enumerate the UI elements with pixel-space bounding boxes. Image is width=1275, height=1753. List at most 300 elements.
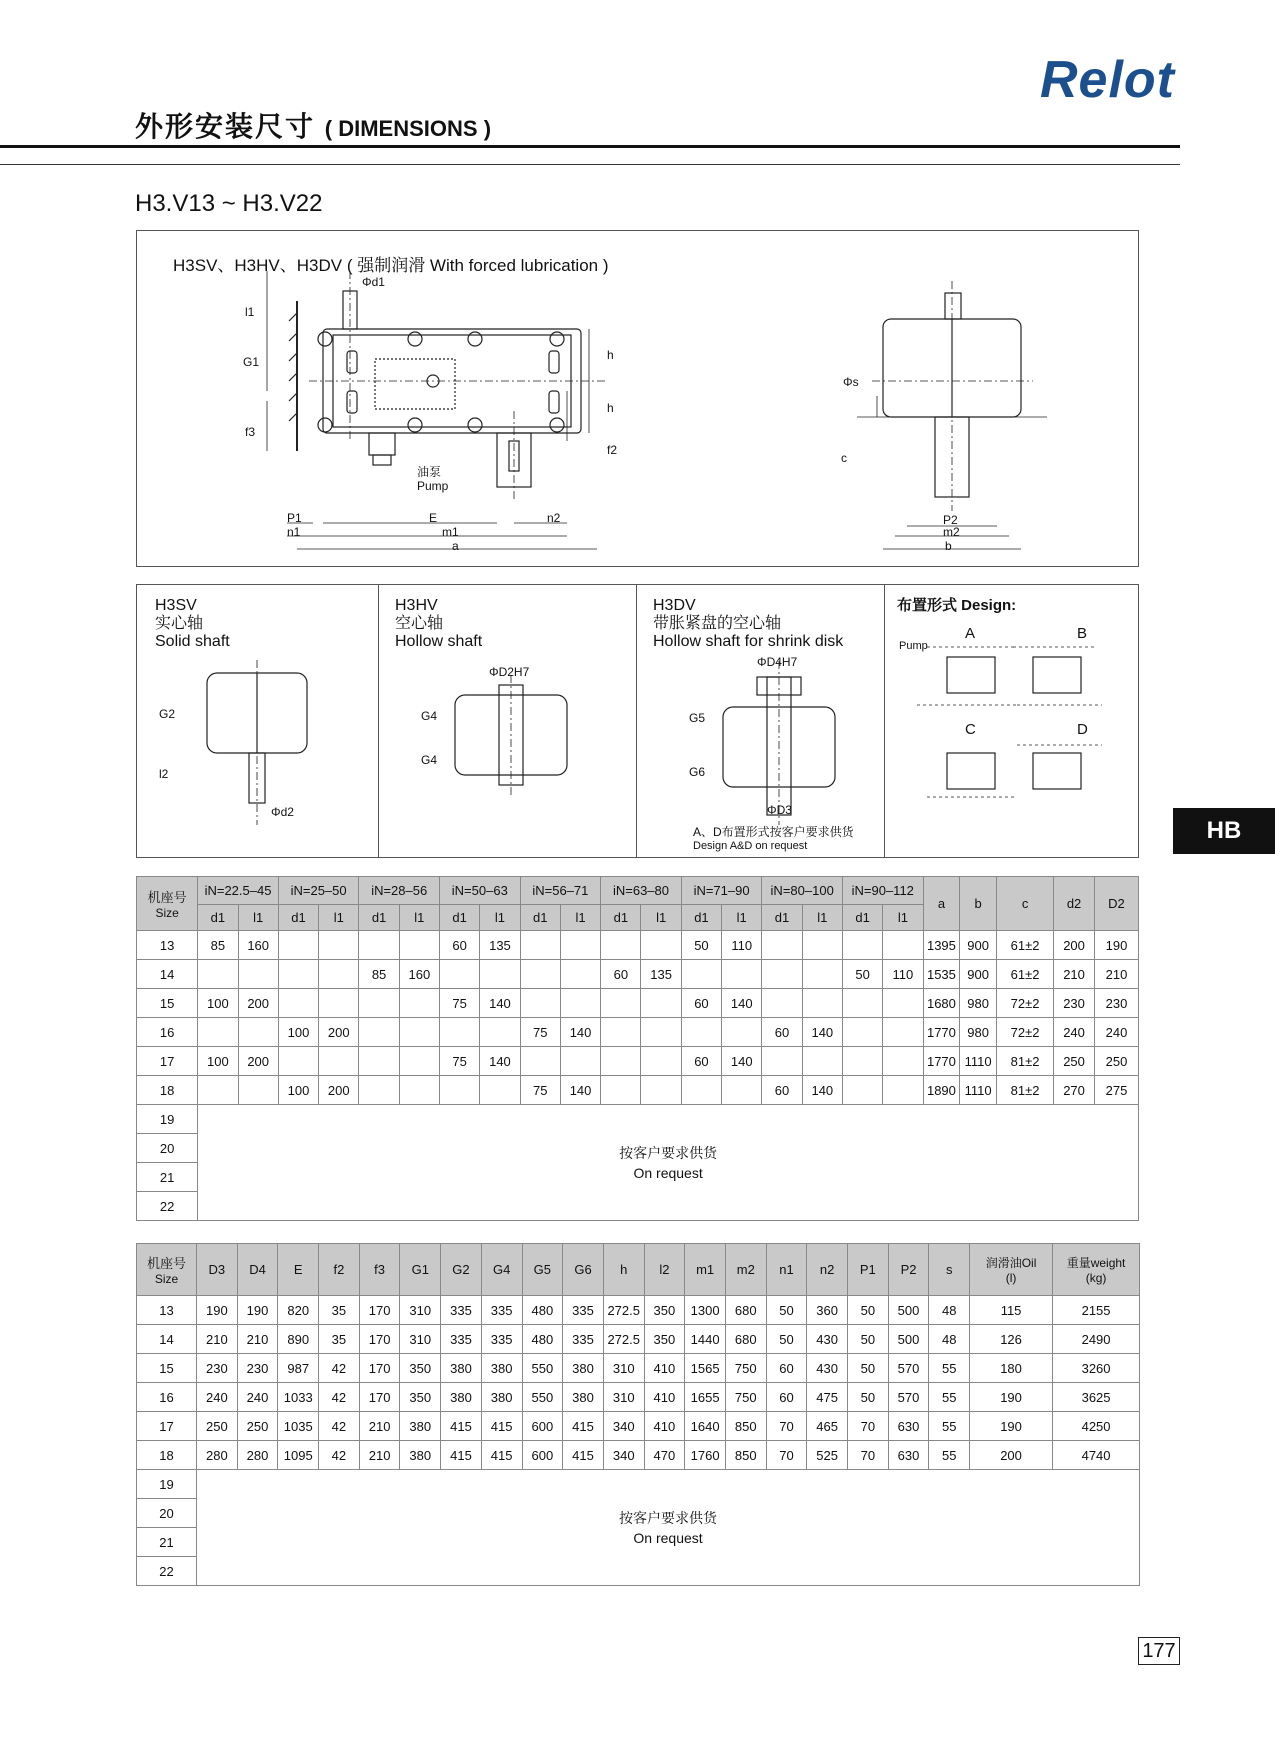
oil-cell: 126	[970, 1325, 1053, 1354]
table-cell	[198, 1076, 238, 1105]
table-cell: 380	[400, 1441, 441, 1470]
table-cell: 1033	[278, 1383, 319, 1412]
label-s: Φs	[843, 375, 859, 389]
table-cell: 550	[522, 1383, 563, 1412]
table-cell	[278, 960, 318, 989]
table-cell: 380	[441, 1383, 482, 1412]
table-cell: 415	[481, 1441, 522, 1470]
on-request-en: On request	[633, 1529, 703, 1546]
variant-h3sv-cn: 实心轴	[155, 615, 204, 632]
table-cell: 987	[278, 1354, 319, 1383]
table-cell: 75	[520, 1076, 560, 1105]
table-cell: 200	[319, 1076, 359, 1105]
table-cell: 70	[766, 1441, 807, 1470]
table-cell	[762, 989, 802, 1018]
table-cell: 480	[522, 1296, 563, 1325]
table-cell: 50	[766, 1325, 807, 1354]
table-cell: 335	[441, 1296, 482, 1325]
table-cell: 280	[197, 1441, 238, 1470]
table-cell: 110	[883, 960, 923, 989]
size-cell: 17	[137, 1412, 197, 1441]
weight-cell: 4740	[1053, 1441, 1140, 1470]
oil-cell: 115	[970, 1296, 1053, 1325]
table-cell: 190	[197, 1296, 238, 1325]
table-cell: 410	[644, 1412, 685, 1441]
table-cell: 890	[278, 1325, 319, 1354]
table-cell: 210	[1094, 960, 1138, 989]
table-cell	[641, 1047, 681, 1076]
table-cell: 70	[766, 1412, 807, 1441]
table-cell: 140	[560, 1018, 600, 1047]
table-cell: 140	[480, 1047, 520, 1076]
table-cell	[440, 1018, 480, 1047]
table-cell: 750	[725, 1383, 766, 1412]
table-cell	[722, 960, 762, 989]
table-cell	[560, 989, 600, 1018]
table-cell: 170	[359, 1383, 400, 1412]
table-cell: 1110	[960, 1047, 997, 1076]
table-cell: 100	[278, 1076, 318, 1105]
label-m1: m1	[442, 525, 459, 539]
series-title: H3.V13 ~ H3.V22	[135, 190, 323, 217]
table-cell: 135	[641, 960, 681, 989]
table-cell	[359, 989, 399, 1018]
table-cell	[883, 1047, 923, 1076]
table-cell: 140	[722, 989, 762, 1018]
col-header-D3: D3	[197, 1244, 238, 1296]
col-header-h: h	[603, 1244, 644, 1296]
table-cell	[319, 931, 359, 960]
sub-header-l1: l1	[722, 905, 762, 931]
table-cell: 75	[520, 1018, 560, 1047]
table-cell: 270	[1054, 1076, 1095, 1105]
table-cell: 1890	[923, 1076, 960, 1105]
table-cell	[198, 960, 238, 989]
oil-label: 润滑油Oil	[985, 1256, 1037, 1270]
table-cell: 240	[197, 1383, 238, 1412]
table-cell	[440, 1076, 480, 1105]
label-pump-en: Pump	[417, 479, 449, 493]
ratio-header-5: iN=56–71	[520, 877, 601, 905]
table-cell: 360	[807, 1296, 848, 1325]
inspection-cover	[375, 359, 455, 409]
table-cell	[278, 931, 318, 960]
table-cell: 1655	[685, 1383, 726, 1412]
table-row	[137, 1105, 1139, 1134]
table-cell	[560, 1047, 600, 1076]
table-cell: 380	[563, 1383, 604, 1412]
table-cell	[883, 931, 923, 960]
table-cell	[238, 1076, 278, 1105]
weight-cell: 2490	[1053, 1325, 1140, 1354]
table-cell: 1760	[685, 1441, 726, 1470]
col-header-G4: G4	[481, 1244, 522, 1296]
size-cell: 15	[137, 1354, 197, 1383]
design-pump-label: Pump	[899, 640, 928, 652]
table-cell: 570	[888, 1383, 929, 1412]
table-cell	[359, 1018, 399, 1047]
table-cell: 50	[766, 1296, 807, 1325]
table-cell	[359, 1047, 399, 1076]
table-cell	[238, 960, 278, 989]
label-D3: ΦD3	[767, 803, 792, 817]
table-cell: 1095	[278, 1441, 319, 1470]
table-cell: 465	[807, 1412, 848, 1441]
table-cell	[601, 1047, 641, 1076]
table-cell: 340	[603, 1441, 644, 1470]
design-b-label: B	[1077, 625, 1088, 642]
label-D4H7: ΦD4H7	[757, 655, 798, 669]
variant-h3hv-cn: 空心轴	[395, 615, 444, 632]
table-cell: 240	[1094, 1018, 1138, 1047]
size-header: 机座号 Size	[137, 877, 198, 931]
col-header-m1: m1	[685, 1244, 726, 1296]
ratio-header-1: iN=22.5–45	[198, 877, 279, 905]
size-cell: 22	[137, 1557, 197, 1586]
table-cell: 85	[359, 960, 399, 989]
table-cell: 275	[1094, 1076, 1138, 1105]
table-cell: 200	[1054, 931, 1095, 960]
table-cell: 1110	[960, 1076, 997, 1105]
table-cell: 210	[359, 1412, 400, 1441]
table-cell: 335	[481, 1296, 522, 1325]
table-cell: 250	[237, 1412, 278, 1441]
table-cell: 200	[319, 1018, 359, 1047]
oil-unit: (l)	[1005, 1271, 1017, 1285]
table-cell: 240	[1054, 1018, 1095, 1047]
table-cell: 335	[563, 1296, 604, 1325]
table-cell: 240	[237, 1383, 278, 1412]
table-cell	[601, 989, 641, 1018]
label-G4-a: G4	[421, 709, 438, 723]
table-cell: 1565	[685, 1354, 726, 1383]
on-request-en: On request	[633, 1164, 703, 1181]
table-cell	[802, 989, 842, 1018]
table-cell: 60	[766, 1383, 807, 1412]
table-cell: 250	[197, 1412, 238, 1441]
variant-h3sv-en: Solid shaft	[155, 633, 230, 650]
table-row	[137, 1383, 1140, 1412]
variant-h3dv-en: Hollow shaft for shrink disk	[653, 633, 844, 650]
table-cell: 50	[848, 1383, 889, 1412]
sub-header-d1: d1	[762, 905, 802, 931]
table-cell	[520, 989, 560, 1018]
table-row	[137, 1412, 1140, 1441]
table-row	[137, 1441, 1140, 1470]
table-cell	[601, 1076, 641, 1105]
size-cell: 20	[137, 1134, 198, 1163]
table-cell: 140	[560, 1076, 600, 1105]
header-rule-thick	[0, 145, 1180, 148]
table-cell: 1770	[923, 1018, 960, 1047]
table-cell: 415	[563, 1412, 604, 1441]
table-cell: 900	[960, 931, 997, 960]
table-cell: 1640	[685, 1412, 726, 1441]
ratio-header-2: iN=25–50	[278, 877, 359, 905]
table-cell	[762, 931, 802, 960]
label-f2: f2	[607, 443, 618, 457]
col-header-P2: P2	[888, 1244, 929, 1296]
table-cell	[883, 989, 923, 1018]
table-cell	[319, 960, 359, 989]
ratio-header-6: iN=63–80	[601, 877, 682, 905]
weight-unit: (kg)	[1085, 1271, 1107, 1285]
dimension-table	[136, 1243, 1140, 1586]
weight-label: 重量weight	[1066, 1256, 1126, 1270]
table-cell: 190	[237, 1296, 278, 1325]
table-row	[137, 1325, 1140, 1354]
table-cell: 380	[481, 1354, 522, 1383]
table-cell: 980	[960, 1018, 997, 1047]
col-header-c: c	[997, 877, 1054, 931]
size-cell: 21	[137, 1528, 197, 1557]
table-cell: 380	[441, 1354, 482, 1383]
table-cell	[762, 1047, 802, 1076]
section-tab-hb: HB	[1173, 808, 1275, 854]
variant-h3hv-en: Hollow shaft	[395, 633, 483, 650]
label-l2: l2	[159, 767, 169, 781]
table-cell: 210	[197, 1325, 238, 1354]
col-header-n2: n2	[807, 1244, 848, 1296]
table-cell	[278, 1047, 318, 1076]
table-cell	[440, 960, 480, 989]
size-cell: 13	[137, 1296, 197, 1325]
design-title: 布置形式 Design:	[897, 597, 1017, 614]
table-cell: 230	[1054, 989, 1095, 1018]
table-cell: 230	[237, 1354, 278, 1383]
table-cell: 335	[441, 1325, 482, 1354]
table-cell: 60	[762, 1018, 802, 1047]
label-h-1: h	[607, 348, 614, 362]
table-cell	[722, 1076, 762, 1105]
on-request-cell	[198, 1105, 1139, 1221]
table-cell: 160	[238, 931, 278, 960]
col-header-weight	[1053, 1244, 1140, 1296]
table-row	[137, 989, 1139, 1018]
size-cell: 21	[137, 1163, 198, 1192]
table-cell: 50	[681, 931, 721, 960]
table-cell: 335	[481, 1325, 522, 1354]
table-cell: 70	[848, 1412, 889, 1441]
table-cell: 230	[1094, 989, 1138, 1018]
col-header-f2: f2	[319, 1244, 360, 1296]
label-pump-cn: 油泵	[417, 465, 442, 479]
col-header-G2: G2	[441, 1244, 482, 1296]
table-cell: 415	[563, 1441, 604, 1470]
table-cell: 72±2	[997, 1018, 1054, 1047]
label-G2: G2	[159, 707, 176, 721]
table-cell	[681, 1018, 721, 1047]
label-h-2: h	[607, 401, 614, 415]
table-cell: 750	[725, 1354, 766, 1383]
variant-h3dv-code: H3DV	[653, 597, 696, 614]
size-cell: 20	[137, 1499, 197, 1528]
table-cell: 35	[319, 1296, 360, 1325]
table-cell: 170	[359, 1296, 400, 1325]
label-G4-b: G4	[421, 753, 438, 767]
table-row	[137, 1018, 1139, 1047]
table-cell	[359, 1076, 399, 1105]
label-m2: m2	[943, 525, 960, 539]
table-cell: 72±2	[997, 989, 1054, 1018]
on-request-cn: 按客户要求供货	[619, 1509, 718, 1526]
col-header-s: s	[929, 1244, 970, 1296]
col-header-n1: n1	[766, 1244, 807, 1296]
table-cell: 50	[842, 960, 882, 989]
size-cell: 19	[137, 1105, 198, 1134]
table-row	[137, 1047, 1139, 1076]
weight-cell: 3625	[1053, 1383, 1140, 1412]
sub-header-l1: l1	[560, 905, 600, 931]
table-cell	[319, 989, 359, 1018]
table-cell	[399, 1018, 439, 1047]
label-D2H7: ΦD2H7	[489, 665, 530, 679]
table-cell: 55	[929, 1383, 970, 1412]
label-a: a	[452, 539, 459, 553]
ratio-header-9: iN=90–112	[842, 877, 923, 905]
label-n1: n1	[287, 525, 301, 539]
label-n2: n2	[547, 511, 561, 525]
size-header-2: 机座号 Size	[137, 1244, 197, 1296]
table-cell: 75	[440, 1047, 480, 1076]
weight-cell: 4250	[1053, 1412, 1140, 1441]
table-cell: 310	[603, 1354, 644, 1383]
table-cell: 272.5	[603, 1296, 644, 1325]
table-cell: 50	[848, 1325, 889, 1354]
sub-header-d1: d1	[278, 905, 318, 931]
table-cell: 410	[644, 1354, 685, 1383]
table-cell: 60	[440, 931, 480, 960]
col-header-D2: D2	[1094, 877, 1138, 931]
sub-header-d1: d1	[440, 905, 480, 931]
table-cell: 820	[278, 1296, 319, 1325]
sub-header-l1: l1	[883, 905, 923, 931]
label-G1: G1	[243, 355, 260, 369]
col-header-m2: m2	[725, 1244, 766, 1296]
sub-header-d1: d1	[842, 905, 882, 931]
table-cell: 100	[278, 1018, 318, 1047]
table-cell: 60	[681, 989, 721, 1018]
table-cell: 160	[399, 960, 439, 989]
sub-header-d1: d1	[601, 905, 641, 931]
table-cell	[641, 1076, 681, 1105]
table-cell	[842, 989, 882, 1018]
table-cell: 55	[929, 1412, 970, 1441]
sub-header-l1: l1	[238, 905, 278, 931]
label-d1: Φd1	[362, 275, 385, 289]
col-header-D4: D4	[237, 1244, 278, 1296]
sub-header-d1: d1	[520, 905, 560, 931]
table-row	[137, 1470, 1140, 1499]
table-cell	[681, 960, 721, 989]
col-header-oil	[970, 1244, 1053, 1296]
table-cell: 61±2	[997, 960, 1054, 989]
table-cell: 410	[644, 1383, 685, 1412]
label-G5: G5	[689, 711, 706, 725]
variants-panel	[136, 584, 1139, 858]
sub-header-l1: l1	[641, 905, 681, 931]
table-cell: 1440	[685, 1325, 726, 1354]
label-G6: G6	[689, 765, 706, 779]
table-cell	[802, 960, 842, 989]
table-cell: 140	[802, 1018, 842, 1047]
table-cell: 525	[807, 1441, 848, 1470]
table-cell: 1035	[278, 1412, 319, 1441]
size-cell: 13	[137, 931, 198, 960]
table-cell: 190	[1094, 931, 1138, 960]
table-cell: 850	[725, 1441, 766, 1470]
label-c: c	[841, 451, 847, 465]
table-cell: 55	[929, 1354, 970, 1383]
table-cell	[480, 1018, 520, 1047]
table-cell: 140	[480, 989, 520, 1018]
table-cell	[762, 960, 802, 989]
size-cell: 17	[137, 1047, 198, 1076]
table-cell: 550	[522, 1354, 563, 1383]
table-cell: 75	[440, 989, 480, 1018]
table-cell: 210	[237, 1325, 278, 1354]
table-cell: 60	[601, 960, 641, 989]
brand-logo: Relot	[1040, 51, 1175, 109]
size-cell: 19	[137, 1470, 197, 1499]
table-cell: 310	[400, 1325, 441, 1354]
col-header-E: E	[278, 1244, 319, 1296]
table-cell: 350	[644, 1296, 685, 1325]
table-cell: 1770	[923, 1047, 960, 1076]
table-cell	[480, 960, 520, 989]
table-cell	[399, 989, 439, 1018]
table-cell: 340	[603, 1412, 644, 1441]
table-cell: 680	[725, 1325, 766, 1354]
table-cell	[359, 931, 399, 960]
oil-cell: 190	[970, 1412, 1053, 1441]
col-header-a: a	[923, 877, 960, 931]
table-cell	[722, 1018, 762, 1047]
table-cell	[198, 1018, 238, 1047]
size-cell: 16	[137, 1018, 198, 1047]
page-title	[135, 105, 491, 145]
table-cell: 170	[359, 1354, 400, 1383]
table-cell: 415	[441, 1412, 482, 1441]
on-request-cell	[197, 1470, 1140, 1586]
table-cell	[238, 1018, 278, 1047]
label-d2: Φd2	[271, 805, 294, 819]
col-header-f3: f3	[359, 1244, 400, 1296]
main-drawing-panel	[136, 230, 1139, 567]
table-cell: 335	[563, 1325, 604, 1354]
col-header-G6: G6	[563, 1244, 604, 1296]
table-cell	[842, 1047, 882, 1076]
table-cell: 680	[725, 1296, 766, 1325]
page-title-en: ( DIMENSIONS )	[324, 116, 492, 141]
design-note-en: Design A&D on request	[693, 840, 808, 852]
table-cell: 850	[725, 1412, 766, 1441]
table-cell	[802, 1047, 842, 1076]
col-header-G1: G1	[400, 1244, 441, 1296]
table-cell: 350	[644, 1325, 685, 1354]
table-cell	[560, 960, 600, 989]
table-cell	[399, 1076, 439, 1105]
table-row	[137, 1354, 1140, 1383]
table-cell: 430	[807, 1325, 848, 1354]
oil-cell: 190	[970, 1383, 1053, 1412]
size-cell: 18	[137, 1076, 198, 1105]
variant-h3hv-code: H3HV	[395, 597, 438, 614]
header-rule-thin	[0, 164, 1180, 165]
table-cell: 310	[400, 1296, 441, 1325]
oil-cell: 200	[970, 1441, 1053, 1470]
variant-h3sv-code: H3SV	[155, 597, 197, 614]
